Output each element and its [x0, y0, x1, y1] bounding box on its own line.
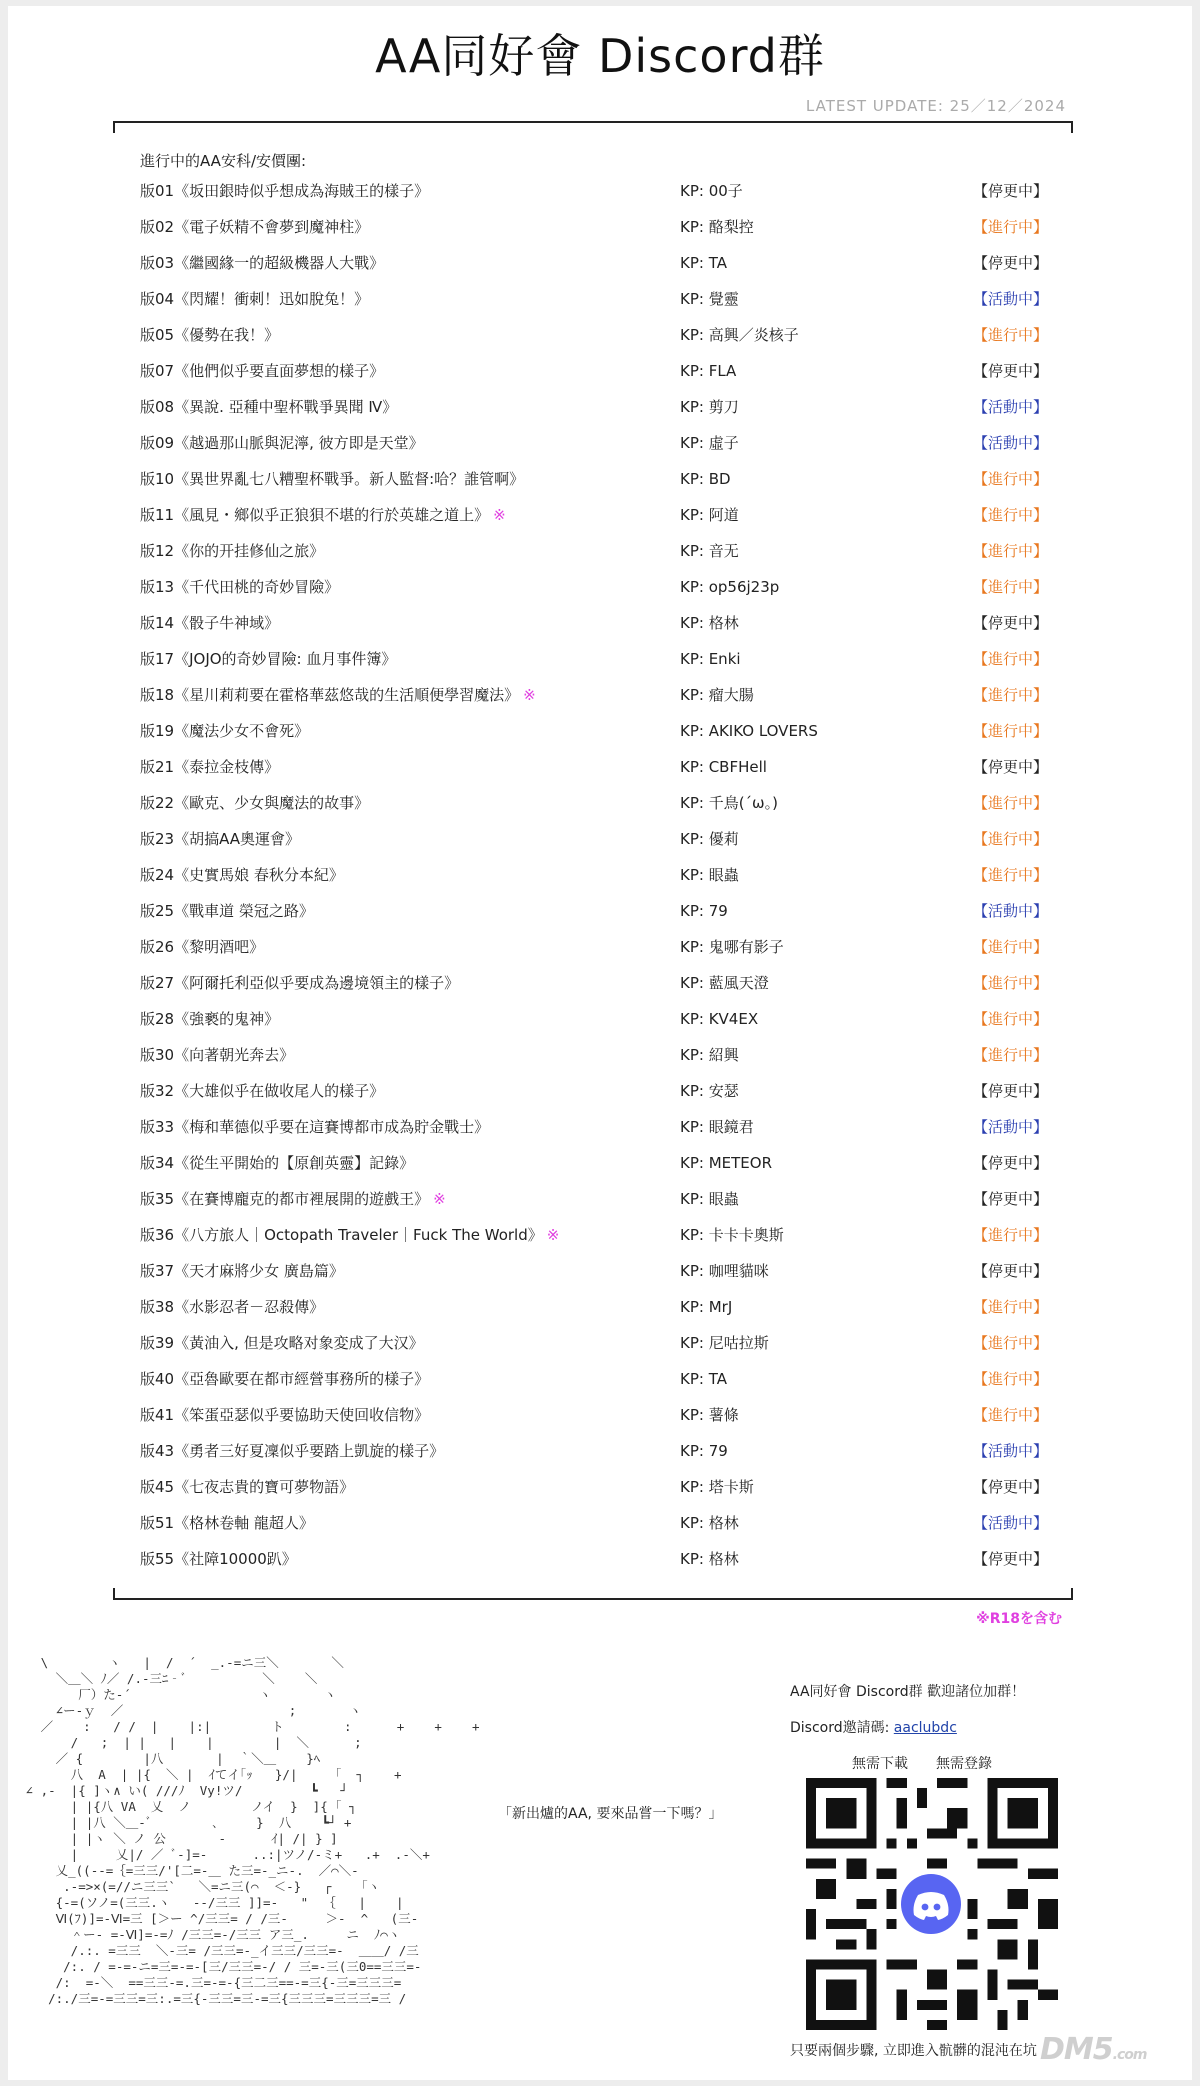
- invite-label: Discord邀請碼:: [790, 1720, 894, 1736]
- kp-name: KP: TA: [680, 1370, 727, 1388]
- status-badge: 【活動中】: [973, 398, 1049, 416]
- session-title-text: 版33《梅和華德似乎要在這賽博都市成為貯金戰士》: [140, 1118, 490, 1136]
- session-title-text: 版14《骰子牛神域》: [140, 614, 280, 632]
- status-badge: 【進行中】: [973, 722, 1049, 740]
- status-badge: 【活動中】: [973, 434, 1049, 452]
- status-badge: 【停更中】: [973, 1550, 1049, 1568]
- r18-note: ※R18を含む: [976, 1611, 1062, 1627]
- kp-name: KP: FLA: [680, 362, 737, 380]
- status-badge: 【停更中】: [973, 1262, 1049, 1280]
- list-item: [140, 1081, 1070, 1117]
- session-title[interactable]: [140, 1441, 444, 1461]
- session-title-text: 版10《異世界亂七八糟聖杯戰爭。新人監督:哈？誰管啊》: [140, 470, 525, 488]
- list-item: [140, 1513, 1070, 1549]
- session-title[interactable]: [140, 181, 429, 201]
- session-title[interactable]: [140, 1081, 384, 1101]
- speech-bubble-text: 「新出爐的AA, 要來品嘗一下嗎？」: [498, 1806, 723, 1822]
- session-title[interactable]: [140, 1513, 314, 1533]
- session-title-text: 版36《八方旅人｜Octopath Traveler｜Fuck The World》: [140, 1226, 543, 1244]
- session-title[interactable]: [140, 865, 344, 885]
- kp-name: KP: 眼鏡君: [680, 1118, 754, 1136]
- status-badge: 【停更中】: [973, 362, 1049, 380]
- session-title-text: 版35《在賽博龐克的都市裡展開的遊戲王》: [140, 1190, 430, 1208]
- list-item: [140, 865, 1070, 901]
- kp-name: KP: CBFHell: [680, 758, 767, 776]
- list-item: [140, 1441, 1070, 1477]
- watermark-logo: [1040, 2032, 1146, 2067]
- list-item: [140, 829, 1070, 865]
- r18-mark: ※: [523, 686, 536, 704]
- list-item: [140, 361, 1070, 397]
- session-title-text: 版40《亞魯歐要在都市經營事務所的樣子》: [140, 1370, 430, 1388]
- list-item: [140, 1117, 1070, 1153]
- kp-name: KP: METEOR: [680, 1154, 772, 1172]
- session-title[interactable]: [140, 649, 396, 669]
- kp-name: KP: 00子: [680, 182, 743, 200]
- kp-name: KP: 音无: [680, 542, 739, 560]
- list-item: [140, 469, 1070, 505]
- kp-name: KP: TA: [680, 254, 727, 272]
- list-item: [140, 1297, 1070, 1333]
- status-badge: 【進行中】: [973, 578, 1049, 596]
- kp-name: KP: 千鳥(´ω。): [680, 794, 778, 812]
- kp-name: KP: 覺靈: [680, 290, 739, 308]
- kp-name: KP: 眼蟲: [680, 1190, 739, 1208]
- status-badge: 【進行中】: [973, 974, 1049, 992]
- kp-name: KP: KV4EX: [680, 1010, 759, 1028]
- session-title-text: 版37《天才麻將少女 廣島篇》: [140, 1262, 344, 1280]
- session-title[interactable]: [140, 577, 339, 597]
- session-title-text: 版12《你的开挂修仙之旅》: [140, 542, 325, 560]
- status-badge: 【活動中】: [973, 1442, 1049, 1460]
- session-title-text: 版28《強褻的鬼神》: [140, 1010, 280, 1028]
- ascii-art-illustration: \ ヽ | / ´ _.-=ニ三＼ ＼ ＼＿＼ ﾉ／ /.-三ﾆ‐ﾞ ＼ ＼ 厂）た-´ ヽ ヽ ∠ー‐ｙ ／ ; ヽ ／ : / / | |:| ト : + + + / ; | | | | | ＼ ; ／ { |八 | ｀＼＿ }ﾍ 八 A | |{ ＼ | ｲてイ｢ｯ }/| ｢ ┐ + ∠ ,- |{ ]ヽ∧ い( ///ﾉ Vy!ツ/ ┗ ┘ | |{八 VA 乂 ノ ノイ } ]{ ｢ ┐ | |八 ＼＿-ﾞ ､ } 八 ┗┘ + | |ヽ ＼ ノ 公 - ｲ| /| } ] | 乂|/ ／ ﾞ-]=- ..:|ツノ/-ミ+ .+ .-＼+ 乂_((‐-=｛=三三/'[二=-＿ た三=-_ニ-. ／⌒＼- .-=>×(=//ニ三三` ＼=ニ三(⌒ ＜-} ┌ ｢ヽ {-=(ソノ=(三三.ヽ -‐/三三 ]]=- " ｛ | | Ⅵ(ﾌ)]=-Ⅵ=三 [＞ー ^/三三= / /三- ＞- ^ (三- ＾ー- =-Ⅵ]=-=ﾉ /三三=-/三三 ア三_. ニ ﾉ⌒ヽ /.:. =三三 ＼-三= /三三=-_イ三三/三三=- ＿＿/ /三 /:. / =-=-ニ=三=-=-[三/三三=-/ / 三=-三(三0==三三=- /: =-＼ ==三三-=.三=-=-{三二三==-=三{-三=三三三= /:./三=-=三三=三:.=三{-三三=三-=三{三三三=三三三=三 /: [25, 1655, 480, 2006]
- kp-name: KP: 優莉: [680, 830, 739, 848]
- list-item: [140, 1549, 1070, 1585]
- list-item: [140, 1189, 1070, 1225]
- r18-mark: ※: [493, 506, 506, 524]
- session-title-text: 版02《電子妖精不會夢到魔神柱》: [140, 218, 370, 236]
- status-badge: 【停更中】: [973, 614, 1049, 632]
- list-item: [140, 973, 1070, 1009]
- session-title-text: 版41《笨蛋亞瑟似乎要協助天使回收信物》: [140, 1406, 430, 1424]
- list-item: [140, 1225, 1070, 1261]
- list-item: [140, 325, 1070, 361]
- kp-name: KP: 紹興: [680, 1046, 739, 1064]
- session-title[interactable]: [140, 325, 279, 345]
- invite-code-link[interactable]: aaclubdc: [893, 1720, 957, 1736]
- status-badge: 【活動中】: [973, 1118, 1049, 1136]
- list-heading: 進行中的AA安科/安價團:: [140, 152, 307, 170]
- list-item: [140, 613, 1070, 649]
- session-title-text: 版55《社障10000趴》: [140, 1550, 297, 1568]
- session-title-text: 版38《水影忍者－忍殺傳》: [140, 1298, 325, 1316]
- list-item: [140, 541, 1070, 577]
- session-title[interactable]: [140, 1549, 297, 1569]
- list-item: [140, 901, 1070, 937]
- footer-note: 只要兩個步驟, 立即進入骯髒的混沌在坑: [790, 2043, 1037, 2059]
- status-badge: 【活動中】: [973, 290, 1049, 308]
- watermark-suffix: .com: [1112, 2047, 1147, 2063]
- kp-name: KP: BD: [680, 470, 731, 488]
- session-title-text: 版26《黎明酒吧》: [140, 938, 265, 956]
- kp-name: KP: 藍風天澄: [680, 974, 769, 992]
- status-badge: 【進行中】: [973, 1010, 1049, 1028]
- session-title-text: 版13《千代田桃的奇妙冒險》: [140, 578, 340, 596]
- list-item: [140, 253, 1070, 289]
- session-title-text: 版09《越過那山脈與泥濘, 彼方即是天堂》: [140, 434, 424, 452]
- kp-name: KP: 79: [680, 902, 728, 920]
- status-badge: 【進行中】: [973, 1406, 1049, 1424]
- session-title-text: 版03《繼國緣一的超級機器人大戰》: [140, 254, 385, 272]
- session-title[interactable]: [140, 721, 309, 741]
- status-badge: 【停更中】: [973, 758, 1049, 776]
- session-title[interactable]: [140, 505, 506, 525]
- session-title-text: 版45《七夜志貴的寶可夢物語》: [140, 1478, 355, 1496]
- kp-name: KP: 格林: [680, 1550, 739, 1568]
- list-item: [140, 937, 1070, 973]
- session-title-text: 版08《異說. 亞種中聖杯戰爭異聞 Ⅳ》: [140, 398, 398, 416]
- session-title-text: 版05《優勢在我！》: [140, 326, 280, 344]
- kp-name: KP: 瘤大腸: [680, 686, 754, 704]
- discord-logo-icon: [898, 1871, 964, 1937]
- page-title: AA同好會 Discord群: [375, 29, 825, 83]
- session-title[interactable]: [140, 1369, 429, 1389]
- session-title-text: 版19《魔法少女不會死》: [140, 722, 310, 740]
- status-badge: 【停更中】: [973, 1478, 1049, 1496]
- session-title-text: 版25《戰車道 榮冠之路》: [140, 902, 314, 920]
- session-title[interactable]: [140, 433, 424, 453]
- kp-name: KP: 虛子: [680, 434, 739, 452]
- kp-name: KP: 眼蟲: [680, 866, 739, 884]
- session-title-text: 版18《星川莉莉要在霍格華茲悠哉的生活順便學習魔法》: [140, 686, 520, 704]
- session-title[interactable]: [140, 1477, 354, 1497]
- status-badge: 【進行中】: [973, 326, 1049, 344]
- session-title[interactable]: [140, 901, 314, 921]
- session-title-text: 版27《阿爾托利亞似乎要成為邊境領主的樣子》: [140, 974, 460, 992]
- kp-name: KP: 高興／炎核子: [680, 326, 799, 344]
- list-item: [140, 757, 1070, 793]
- list-item: [140, 1009, 1070, 1045]
- list-item: [140, 397, 1070, 433]
- no-register-text: 無需登錄: [936, 1756, 992, 1772]
- session-list: [140, 181, 1070, 1585]
- status-badge: 【進行中】: [973, 218, 1049, 236]
- session-title-text: 版30《向著朝光奔去》: [140, 1046, 295, 1064]
- status-badge: 【停更中】: [973, 254, 1049, 272]
- kp-name: KP: MrJ: [680, 1298, 733, 1316]
- session-title-text: 版39《黃油入, 但是攻略对象変成了大汉》: [140, 1334, 424, 1352]
- session-title[interactable]: [140, 217, 369, 237]
- no-download-text: 無需下載: [852, 1756, 908, 1772]
- session-title[interactable]: [140, 397, 397, 417]
- session-title[interactable]: [140, 1117, 489, 1137]
- session-title[interactable]: [140, 1009, 279, 1029]
- list-item: [140, 1045, 1070, 1081]
- session-title[interactable]: [140, 1333, 424, 1353]
- kp-name: KP: 剪刀: [680, 398, 739, 416]
- session-title[interactable]: [140, 1153, 414, 1173]
- kp-name: KP: Enki: [680, 650, 741, 668]
- status-badge: 【進行中】: [973, 1226, 1049, 1244]
- status-badge: 【進行中】: [973, 1370, 1049, 1388]
- status-badge: 【停更中】: [973, 1082, 1049, 1100]
- kp-name: KP: 咖哩貓咪: [680, 1262, 769, 1280]
- list-item: [140, 1153, 1070, 1189]
- session-title[interactable]: [140, 1261, 344, 1281]
- session-title[interactable]: [140, 253, 384, 273]
- status-badge: 【進行中】: [973, 866, 1049, 884]
- kp-name: KP: 阿道: [680, 506, 739, 524]
- session-title[interactable]: [140, 361, 384, 381]
- session-title-text: 版01《坂田銀時似乎想成為海賊王的樣子》: [140, 182, 430, 200]
- status-badge: 【進行中】: [973, 1046, 1049, 1064]
- list-item: [140, 1333, 1070, 1369]
- session-title[interactable]: [140, 829, 300, 849]
- status-badge: 【停更中】: [973, 1190, 1049, 1208]
- session-title[interactable]: [140, 1405, 429, 1425]
- status-badge: 【活動中】: [973, 1514, 1049, 1532]
- session-title-text: 版07《他們似乎要直面夢想的樣子》: [140, 362, 385, 380]
- list-item: [140, 793, 1070, 829]
- session-title[interactable]: [140, 973, 459, 993]
- session-title[interactable]: [140, 757, 279, 777]
- kp-name: KP: 79: [680, 1442, 728, 1460]
- session-title[interactable]: [140, 685, 536, 705]
- r18-mark: ※: [546, 1226, 560, 1244]
- r18-mark: ※: [433, 1190, 446, 1208]
- list-item: [140, 649, 1070, 685]
- session-title[interactable]: [140, 1225, 559, 1245]
- status-badge: 【進行中】: [973, 506, 1049, 524]
- list-item: [140, 433, 1070, 469]
- watermark-text: DM5: [1040, 2032, 1113, 2067]
- invite-line: [790, 1717, 957, 1737]
- session-title[interactable]: [140, 1045, 294, 1065]
- kp-name: KP: AKIKO LOVERS: [680, 722, 818, 740]
- kp-name: KP: 塔卡斯: [680, 1478, 754, 1496]
- status-badge: 【進行中】: [973, 830, 1049, 848]
- list-item: [140, 721, 1070, 757]
- session-title[interactable]: [140, 937, 264, 957]
- status-badge: 【活動中】: [973, 902, 1049, 920]
- kp-name: KP: 酪梨控: [680, 218, 754, 236]
- session-title[interactable]: [140, 289, 369, 309]
- status-badge: 【進行中】: [973, 470, 1049, 488]
- list-item: [140, 217, 1070, 253]
- list-item: [140, 181, 1070, 217]
- session-title[interactable]: [140, 613, 279, 633]
- session-title[interactable]: [140, 541, 324, 561]
- list-item: [140, 685, 1070, 721]
- list-item: [140, 1405, 1070, 1441]
- session-title-text: 版43《勇者三好夏凜似乎要踏上凱旋的樣子》: [140, 1442, 445, 1460]
- status-badge: 【停更中】: [973, 1154, 1049, 1172]
- kp-name: KP: op56j23p: [680, 578, 780, 596]
- status-badge: 【進行中】: [973, 1298, 1049, 1316]
- session-title-text: 版21《泰拉金枝傳》: [140, 758, 280, 776]
- kp-name: KP: 卡卡卡奧斯: [680, 1226, 784, 1244]
- kp-name: KP: 薯條: [680, 1406, 739, 1424]
- session-title-text: 版34《從生平開始的【原創英靈】記錄》: [140, 1154, 415, 1172]
- session-title[interactable]: [140, 469, 524, 489]
- session-title-text: 版11《風見・鄉似乎正狼狽不堪的行於英雄之道上》: [140, 506, 490, 524]
- list-item: [140, 505, 1070, 541]
- session-title-text: 版04《閃耀！衝刺！迅如脫兔！》: [140, 290, 370, 308]
- status-badge: 【進行中】: [973, 650, 1049, 668]
- session-title-text: 版32《大雄似乎在做收尾人的樣子》: [140, 1082, 385, 1100]
- session-title[interactable]: [140, 793, 369, 813]
- list-item: [140, 1477, 1070, 1513]
- list-item: [140, 1369, 1070, 1405]
- kp-name: KP: 安瑟: [680, 1082, 739, 1100]
- status-badge: 【進行中】: [973, 1334, 1049, 1352]
- session-title-text: 版51《格林卷軸 龍超人》: [140, 1514, 314, 1532]
- status-badge: 【進行中】: [973, 686, 1049, 704]
- kp-name: KP: 鬼哪有影子: [680, 938, 784, 956]
- list-item: [140, 577, 1070, 613]
- kp-name: KP: 格林: [680, 1514, 739, 1532]
- session-title[interactable]: [140, 1189, 446, 1209]
- session-title-text: 版17《JOJO的奇妙冒險: 血月事件簿》: [140, 650, 397, 668]
- welcome-text: AA同好會 Discord群 歡迎諸位加群！: [790, 1684, 1026, 1700]
- status-badge: 【進行中】: [973, 938, 1049, 956]
- session-title-text: 版22《歐克、少女與魔法的故事》: [140, 794, 370, 812]
- kp-name: KP: 尼咕拉斯: [680, 1334, 769, 1352]
- last-update: LATEST UPDATE: 25／12／2024: [805, 97, 1066, 115]
- session-title-text: 版24《史實馬娘 春秋分本紀》: [140, 866, 344, 884]
- status-badge: 【進行中】: [973, 794, 1049, 812]
- list-item: [140, 289, 1070, 325]
- session-title[interactable]: [140, 1297, 324, 1317]
- status-badge: 【進行中】: [973, 542, 1049, 560]
- list-item: [140, 1261, 1070, 1297]
- session-title-text: 版23《胡搞AA奧運會》: [140, 830, 301, 848]
- kp-name: KP: 格林: [680, 614, 739, 632]
- status-badge: 【停更中】: [973, 182, 1049, 200]
